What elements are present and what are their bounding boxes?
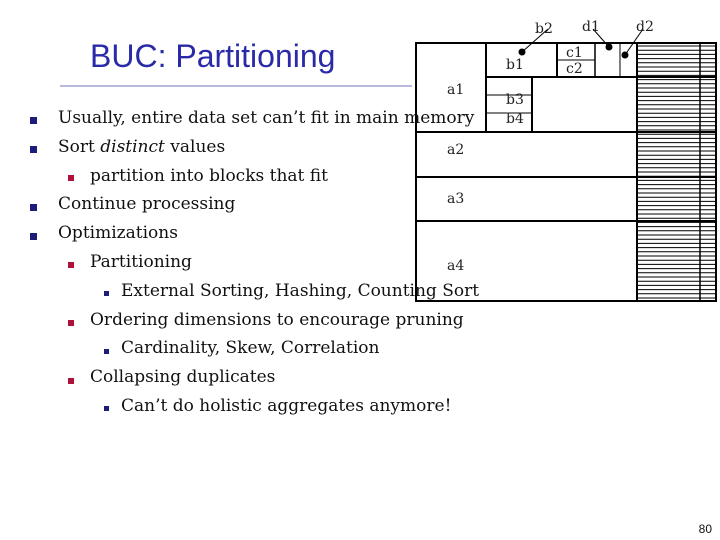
bullet-sort-distinct [58,137,225,157]
bullet-marker [30,204,37,211]
label-c1: c1 [566,45,583,61]
label-d1: d1 [582,19,600,35]
label-d2: d2 [636,19,654,35]
label-b1: b1 [506,57,524,73]
fine-partitions [637,46,716,298]
bullet-partition-blocks: partition into blocks that fit [90,166,328,186]
sub-bullet-marker [68,320,74,326]
label-a3: a3 [447,191,465,207]
bullet-cardinality: Cardinality, Skew, Correlation [121,338,380,358]
bullet-marker [30,117,37,124]
label-a4: a4 [447,258,465,274]
b2-pointer-dot [519,49,526,56]
sub-bullet-marker [68,262,74,268]
bullet-marker [30,146,37,153]
sort-prefix: Sort [58,137,101,157]
title-underline [60,85,412,87]
d2-pointer-dot [622,52,629,59]
sub-bullet-marker [68,175,74,181]
bullet-continue: Continue processing [58,194,236,214]
sort-suffix: values [164,137,226,157]
label-b3: b3 [506,92,524,108]
sub-bullet-marker [68,378,74,384]
bullet-ordering: Ordering dimensions to encourage pruning [90,310,464,330]
label-b2: b2 [535,21,553,37]
sort-emphasis: distinct [100,137,165,157]
bullet-optimizations: Optimizations [58,223,178,243]
sub-sub-bullet-marker [104,349,109,354]
sub-sub-bullet-marker [104,406,109,411]
label-a1: a1 [447,82,465,98]
label-c2: c2 [566,61,583,77]
bullet-holistic: Can’t do holistic aggregates anymore! [121,396,452,416]
bullet-marker [30,233,37,240]
slide-title: BUC: Partitioning [90,38,336,74]
bullet-partitioning: Partitioning [90,252,192,272]
bullet-memory: Usually, entire data set can’t fit in main memory [58,108,475,128]
bullet-collapsing: Collapsing duplicates [90,367,276,387]
d1-pointer-dot [606,44,613,51]
label-a2: a2 [447,142,465,158]
label-b4: b4 [506,111,524,127]
page-number: 80 [698,522,712,536]
bullet-external-sorting: External Sorting, Hashing, Counting Sort [121,281,480,301]
sub-sub-bullet-marker [104,291,109,296]
